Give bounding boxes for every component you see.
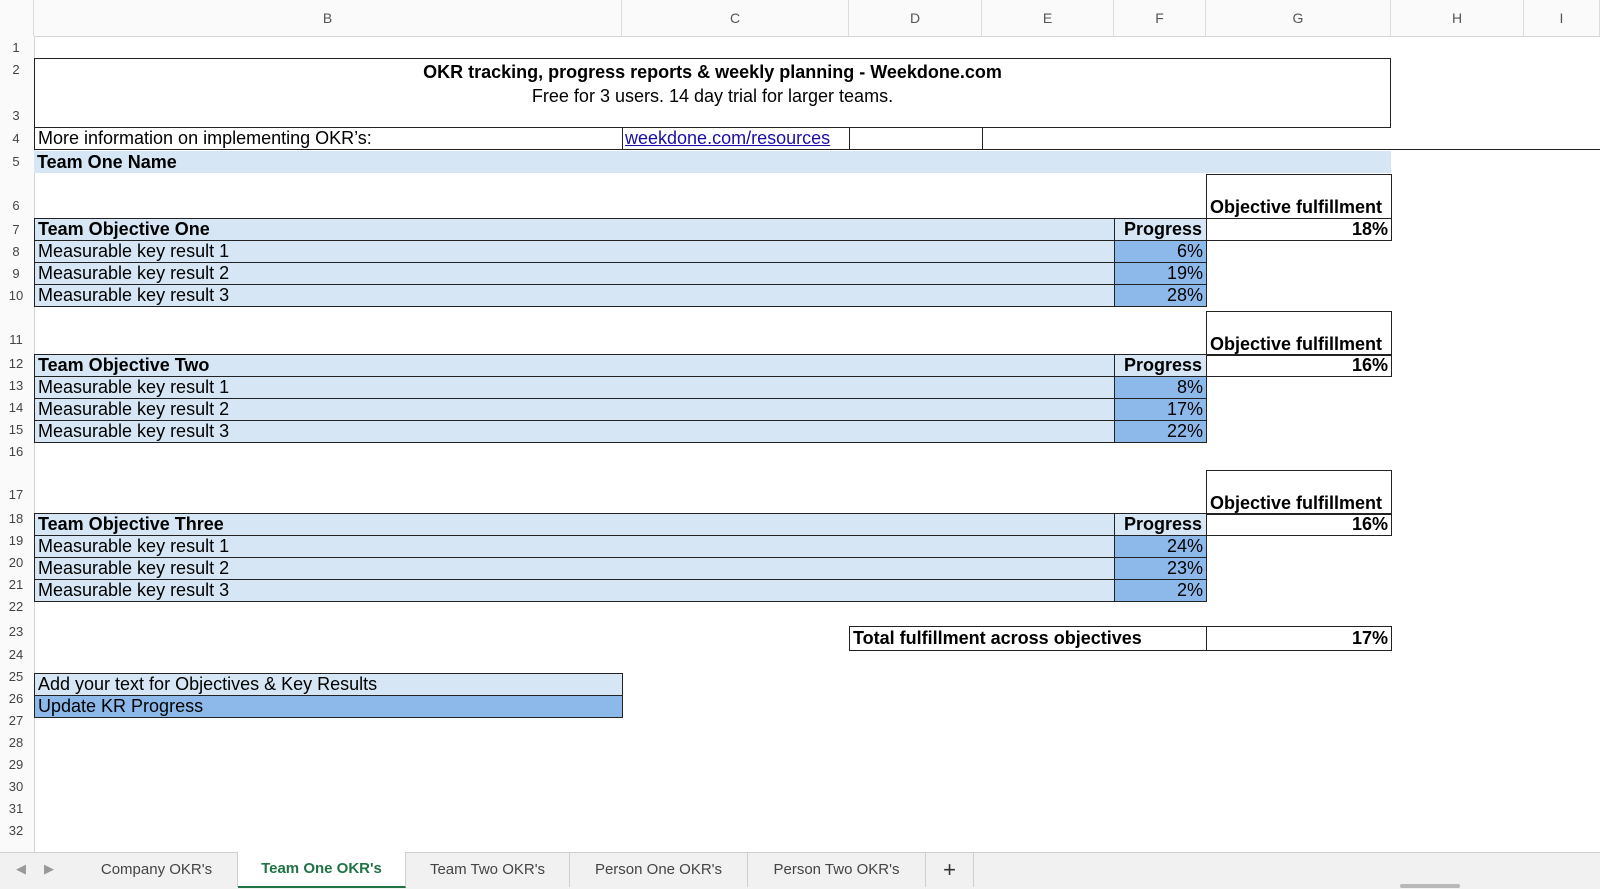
row-header[interactable]: 7: [12, 222, 20, 237]
row-header[interactable]: 5: [12, 154, 20, 169]
column-header-b[interactable]: B: [34, 0, 622, 36]
row-header[interactable]: 11: [9, 332, 23, 347]
key-result-progress[interactable]: 22%: [1114, 420, 1207, 443]
key-result-progress[interactable]: 17%: [1114, 398, 1207, 421]
objective-fulfillment-value[interactable]: 18%: [1206, 218, 1392, 241]
row-header[interactable]: 14: [8, 400, 24, 415]
row-header[interactable]: 23: [8, 624, 24, 639]
objective-fulfillment-label: Objective fulfillment: [1206, 174, 1392, 219]
objective-title[interactable]: Team Objective One: [34, 218, 1115, 241]
key-result-progress[interactable]: 23%: [1114, 557, 1207, 580]
key-result-progress[interactable]: 24%: [1114, 535, 1207, 558]
row-header[interactable]: 18: [8, 511, 24, 526]
key-result-name[interactable]: Measurable key result 1: [34, 240, 1115, 263]
row-header[interactable]: 32: [8, 823, 24, 838]
plus-icon[interactable]: +: [926, 853, 974, 887]
row-header[interactable]: 27: [8, 713, 24, 728]
row-header[interactable]: 16: [8, 444, 24, 459]
key-result-progress[interactable]: 2%: [1114, 579, 1207, 602]
row-headers: [0, 36, 35, 852]
key-result-name[interactable]: Measurable key result 1: [34, 376, 1115, 399]
row-header[interactable]: 21: [8, 577, 24, 592]
column-header-d[interactable]: D: [849, 0, 982, 36]
row-header[interactable]: 20: [8, 555, 24, 570]
key-result-progress[interactable]: 19%: [1114, 262, 1207, 285]
column-header-h[interactable]: H: [1391, 0, 1524, 36]
legend-text-input[interactable]: Add your text for Objectives & Key Results: [34, 673, 623, 696]
key-result-name[interactable]: Measurable key result 3: [34, 284, 1115, 307]
row-header[interactable]: 8: [12, 244, 20, 259]
row-header[interactable]: 24: [8, 647, 24, 662]
objective-fulfillment-label: Objective fulfillment: [1206, 470, 1392, 515]
total-fulfillment-label: Total fulfillment across objectives: [849, 626, 1207, 651]
row-header[interactable]: 15: [8, 422, 24, 437]
tab-team-one-okrs[interactable]: Team One OKR's: [238, 852, 406, 888]
tab-person-one-okrs[interactable]: Person One OKR's: [570, 853, 748, 887]
row-header[interactable]: 3: [12, 108, 20, 123]
tab-team-two-okrs[interactable]: Team Two OKR's: [406, 853, 570, 887]
row4-divider: [982, 149, 1600, 150]
row-header[interactable]: 12: [8, 356, 24, 371]
total-fulfillment-value[interactable]: 17%: [1206, 626, 1392, 651]
sheet-tab-bar: [0, 852, 1600, 889]
row-header[interactable]: 22: [8, 599, 24, 614]
objective-fulfillment-label: Objective fulfillment: [1206, 311, 1392, 356]
progress-header: Progress: [1114, 218, 1207, 241]
key-result-name[interactable]: Measurable key result 3: [34, 579, 1115, 602]
objective-fulfillment-value[interactable]: 16%: [1206, 513, 1392, 536]
column-header-c[interactable]: C: [622, 0, 849, 36]
sheet-title: OKR tracking, progress reports & weekly planning - Weekdone.com: [423, 62, 1002, 82]
key-result-progress[interactable]: 6%: [1114, 240, 1207, 263]
row-header[interactable]: 4: [12, 131, 20, 146]
chevron-right-icon[interactable]: ▶: [44, 861, 54, 876]
team-name[interactable]: Team One Name: [34, 151, 1391, 173]
chevron-left-icon[interactable]: ◀: [16, 861, 26, 876]
column-header-g[interactable]: G: [1206, 0, 1391, 36]
sheet-subtitle: Free for 3 users. 14 day trial for larger teams.: [531, 86, 894, 106]
resources-link[interactable]: weekdone.com/resources: [622, 127, 850, 150]
row-header[interactable]: 25: [8, 669, 24, 684]
key-result-progress[interactable]: 28%: [1114, 284, 1207, 307]
column-headers: [0, 0, 1600, 37]
row-header[interactable]: 19: [8, 533, 24, 548]
key-result-name[interactable]: Measurable key result 3: [34, 420, 1115, 443]
row-header[interactable]: 31: [8, 801, 24, 816]
tab-company-okrs[interactable]: Company OKR's: [76, 853, 238, 887]
progress-header: Progress: [1114, 513, 1207, 536]
row4-empty-d[interactable]: [849, 127, 983, 150]
horizontal-scrollbar[interactable]: [1400, 884, 1460, 888]
row-header[interactable]: 26: [8, 691, 24, 706]
key-result-name[interactable]: Measurable key result 1: [34, 535, 1115, 558]
row-header[interactable]: 1: [12, 40, 20, 55]
row-header[interactable]: 17: [8, 487, 24, 502]
key-result-name[interactable]: Measurable key result 2: [34, 262, 1115, 285]
tab-person-two-okrs[interactable]: Person Two OKR's: [748, 853, 926, 887]
key-result-progress[interactable]: 8%: [1114, 376, 1207, 399]
key-result-name[interactable]: Measurable key result 2: [34, 398, 1115, 421]
row-header[interactable]: 13: [8, 378, 24, 393]
objective-title[interactable]: Team Objective Three: [34, 513, 1115, 536]
objective-title[interactable]: Team Objective Two: [34, 354, 1115, 377]
corner-select-all[interactable]: [0, 0, 34, 36]
progress-header: Progress: [1114, 354, 1207, 377]
row-header[interactable]: 6: [12, 198, 20, 213]
row-header[interactable]: 2: [12, 62, 20, 77]
row-header[interactable]: 9: [12, 266, 20, 281]
row-header[interactable]: 29: [8, 757, 24, 772]
key-result-name[interactable]: Measurable key result 2: [34, 557, 1115, 580]
row-header[interactable]: 10: [8, 288, 24, 303]
column-header-i[interactable]: I: [1524, 0, 1600, 36]
row-header[interactable]: 30: [8, 779, 24, 794]
column-header-e[interactable]: E: [982, 0, 1114, 36]
row-header[interactable]: 28: [8, 735, 24, 750]
info-label[interactable]: More information on implementing OKR’s:: [34, 127, 623, 150]
column-header-f[interactable]: F: [1114, 0, 1206, 36]
objective-fulfillment-value[interactable]: 16%: [1206, 354, 1392, 377]
legend-progress-input[interactable]: Update KR Progress: [34, 695, 623, 718]
